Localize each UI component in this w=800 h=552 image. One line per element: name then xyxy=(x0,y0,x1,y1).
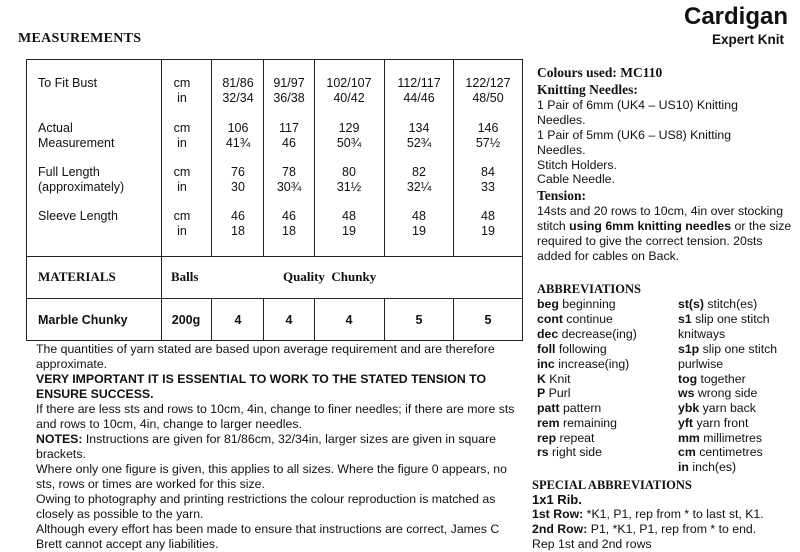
value-cm: 80 xyxy=(342,165,356,179)
special-abbreviations-heading: SPECIAL ABBREVIATIONS xyxy=(532,478,692,492)
materials-heading: MATERIALS xyxy=(38,269,116,284)
value-cm: 48 xyxy=(342,209,356,223)
value-cm: 84 xyxy=(481,165,495,179)
row-label: Actual xyxy=(38,121,73,135)
abbreviation: yft yarn front xyxy=(678,416,749,430)
value-in: 57½ xyxy=(475,136,501,150)
needles-line: Needles. xyxy=(537,113,586,127)
balls-count: 4 xyxy=(234,313,242,327)
balls-count: 5 xyxy=(415,313,423,327)
abbreviation: patt pattern xyxy=(537,401,602,415)
size-cm: 112/117 xyxy=(397,76,441,90)
rib-row: 2nd Row: P1, *K1, P1, rep from * to end. xyxy=(532,522,757,536)
row-label: Full Length xyxy=(38,165,100,179)
table-divider xyxy=(211,60,212,256)
page-subtitle: Expert Knit xyxy=(711,32,784,47)
table-divider xyxy=(27,256,522,257)
colours-used: Colours used: MC110 xyxy=(537,65,663,80)
abbreviation: knitways xyxy=(678,327,726,341)
tension-text-2: or the size required to give the correct tension. 20sts added for cables on Back. xyxy=(537,219,792,263)
note-paragraph: If there are less sts and rows to 10cm, 4in, change to finer needles; if there are more sts and rows to 10cm, 4in, change to larger needles. xyxy=(36,402,515,431)
quality-label: Quality Chunky xyxy=(283,269,377,284)
needles-heading: Knitting Needles: xyxy=(537,82,638,97)
abbreviation: foll following xyxy=(537,342,607,356)
abbreviations-heading: ABBREVIATIONS xyxy=(537,282,641,296)
row-label: To Fit Bust xyxy=(38,76,98,90)
size-in: 40/42 xyxy=(333,91,365,105)
notes-paragraph xyxy=(36,432,516,462)
tension-text xyxy=(537,204,795,264)
row-label: Sleeve Length xyxy=(38,209,118,223)
abbreviation: st(s) stitch(es) xyxy=(678,297,758,311)
needles-line: 1 Pair of 5mm (UK6 – US8) Knitting xyxy=(537,128,732,142)
size-in: 44/46 xyxy=(403,91,435,105)
size-in: 32/34 xyxy=(222,91,254,105)
value-cm: 134 xyxy=(408,121,430,135)
abbreviation: mm millimetres xyxy=(678,431,763,445)
value-cm: 48 xyxy=(481,209,495,223)
unit-cm: cm xyxy=(173,121,191,135)
needles-line: 1 Pair of 6mm (UK4 – US10) Knitting xyxy=(537,98,738,112)
table-divider xyxy=(384,60,385,256)
needles-line: Stitch Holders. xyxy=(537,158,617,172)
table-divider xyxy=(384,298,385,340)
measurements-table xyxy=(26,59,523,341)
value-cm: 48 xyxy=(412,209,426,223)
unit-in: in xyxy=(177,91,187,105)
note-paragraph: Owing to photography and printing restrictions the colour reproduction is matched as closely as possible to the yarn. xyxy=(36,492,496,521)
abbreviation: dec decrease(ing) xyxy=(537,327,637,341)
yarn-name: Marble Chunky xyxy=(38,313,128,327)
abbreviation: cm centimetres xyxy=(678,445,763,459)
needles-line: Cable Needle. xyxy=(537,172,615,186)
value-in: 46 xyxy=(282,136,296,150)
measurements-heading: MEASUREMENTS xyxy=(18,31,142,46)
value-in: 19 xyxy=(412,224,426,238)
abbreviation: K Knit xyxy=(537,372,571,386)
table-divider xyxy=(314,60,315,256)
table-divider xyxy=(211,298,212,340)
size-cm: 81/86 xyxy=(222,76,254,90)
value-in: 52¾ xyxy=(406,136,432,150)
rib-heading: 1x1 Rib. xyxy=(532,492,582,507)
tension-needles: using 6mm knitting needles xyxy=(569,219,732,233)
unit-cm: cm xyxy=(173,165,191,179)
size-cm: 122/127 xyxy=(465,76,511,90)
value-in: 41¾ xyxy=(225,136,251,150)
note-paragraph: The quantities of yarn stated are based upon average requirement and are therefore approximate. xyxy=(36,342,495,371)
value-in: 30 xyxy=(231,180,245,194)
abbreviation: rem remaining xyxy=(537,416,617,430)
value-cm: 82 xyxy=(412,165,426,179)
abbreviation: ybk yarn back xyxy=(678,401,756,415)
value-cm: 78 xyxy=(282,165,296,179)
abbreviation: s1 slip one stitch xyxy=(678,312,770,326)
row-label: Measurement xyxy=(38,136,115,150)
value-cm: 106 xyxy=(227,121,249,135)
value-in: 19 xyxy=(342,224,356,238)
value-in: 18 xyxy=(282,224,296,238)
abbreviation: cont continue xyxy=(537,312,613,326)
balls-count: 4 xyxy=(345,313,353,327)
unit-in: in xyxy=(177,180,187,194)
tension-warning: VERY IMPORTANT IT IS ESSENTIAL TO WORK TO THE STATED TENSION TO ENSURE SUCCESS. xyxy=(36,372,487,401)
value-cm: 129 xyxy=(338,121,360,135)
unit-cm: cm xyxy=(173,76,191,90)
table-divider xyxy=(453,298,454,340)
value-in: 32¼ xyxy=(406,180,432,194)
size-cm: 102/107 xyxy=(326,76,372,90)
size-in: 36/38 xyxy=(273,91,305,105)
abbreviation: beg beginning xyxy=(537,297,616,311)
value-in: 31½ xyxy=(336,180,362,194)
balls-count: 4 xyxy=(285,313,293,327)
value-cm: 146 xyxy=(477,121,499,135)
value-in: 18 xyxy=(231,224,245,238)
abbreviation: P Purl xyxy=(537,386,571,400)
size-cm: 91/97 xyxy=(273,76,305,90)
size-in: 48/50 xyxy=(472,91,504,105)
table-divider xyxy=(27,298,522,299)
value-in: 30¾ xyxy=(276,180,302,194)
unit-cm: cm xyxy=(173,209,191,223)
tension-heading: Tension: xyxy=(537,188,587,203)
value-in: 19 xyxy=(481,224,495,238)
yarn-weight: 200g xyxy=(171,313,201,327)
abbreviation: ws wrong side xyxy=(678,386,758,400)
abbreviation: s1p slip one stitch xyxy=(678,342,778,356)
abbreviation: tog together xyxy=(678,372,746,386)
page-title: Cardigan xyxy=(683,3,788,30)
notes-text: Instructions are given for 81/86cm, 32/34in, larger sizes are given in square brackets. xyxy=(36,432,496,461)
unit-in: in xyxy=(177,224,187,238)
value-in: 33 xyxy=(481,180,495,194)
value-in: 50¾ xyxy=(336,136,362,150)
balls-count: 5 xyxy=(484,313,492,327)
value-cm: 117 xyxy=(279,121,299,135)
abbreviation: inc increase(ing) xyxy=(537,357,630,371)
rib-row: 1st Row: *K1, P1, rep from * to last st, K1. xyxy=(532,507,764,521)
abbreviation: rs right side xyxy=(537,445,602,459)
table-divider xyxy=(314,298,315,340)
row-label: (approximately) xyxy=(38,180,125,194)
notes-label: NOTES: xyxy=(36,432,83,446)
needles-line: Needles. xyxy=(537,143,586,157)
rib-repeat: Rep 1st and 2nd rows xyxy=(532,537,652,551)
abbreviation: rep repeat xyxy=(537,431,595,445)
value-cm: 46 xyxy=(282,209,296,223)
value-cm: 46 xyxy=(231,209,245,223)
abbreviation: purlwise xyxy=(678,357,724,371)
table-divider xyxy=(453,60,454,256)
abbreviation: in inch(es) xyxy=(678,460,737,474)
tension-text-1: 14sts and 20 rows to 10cm, 4in over stocking stitch xyxy=(537,204,784,233)
balls-label: Balls xyxy=(171,269,199,284)
note-paragraph: Where only one figure is given, this applies to all sizes. Where the figure 0 appears, no sts, rows or times are worked for this size. xyxy=(36,462,507,491)
note-paragraph: Although every effort has been made to ensure that instructions are correct, James C Brett cannot accept any liabilities. xyxy=(36,522,500,551)
unit-in: in xyxy=(177,136,187,150)
value-cm: 76 xyxy=(231,165,245,179)
